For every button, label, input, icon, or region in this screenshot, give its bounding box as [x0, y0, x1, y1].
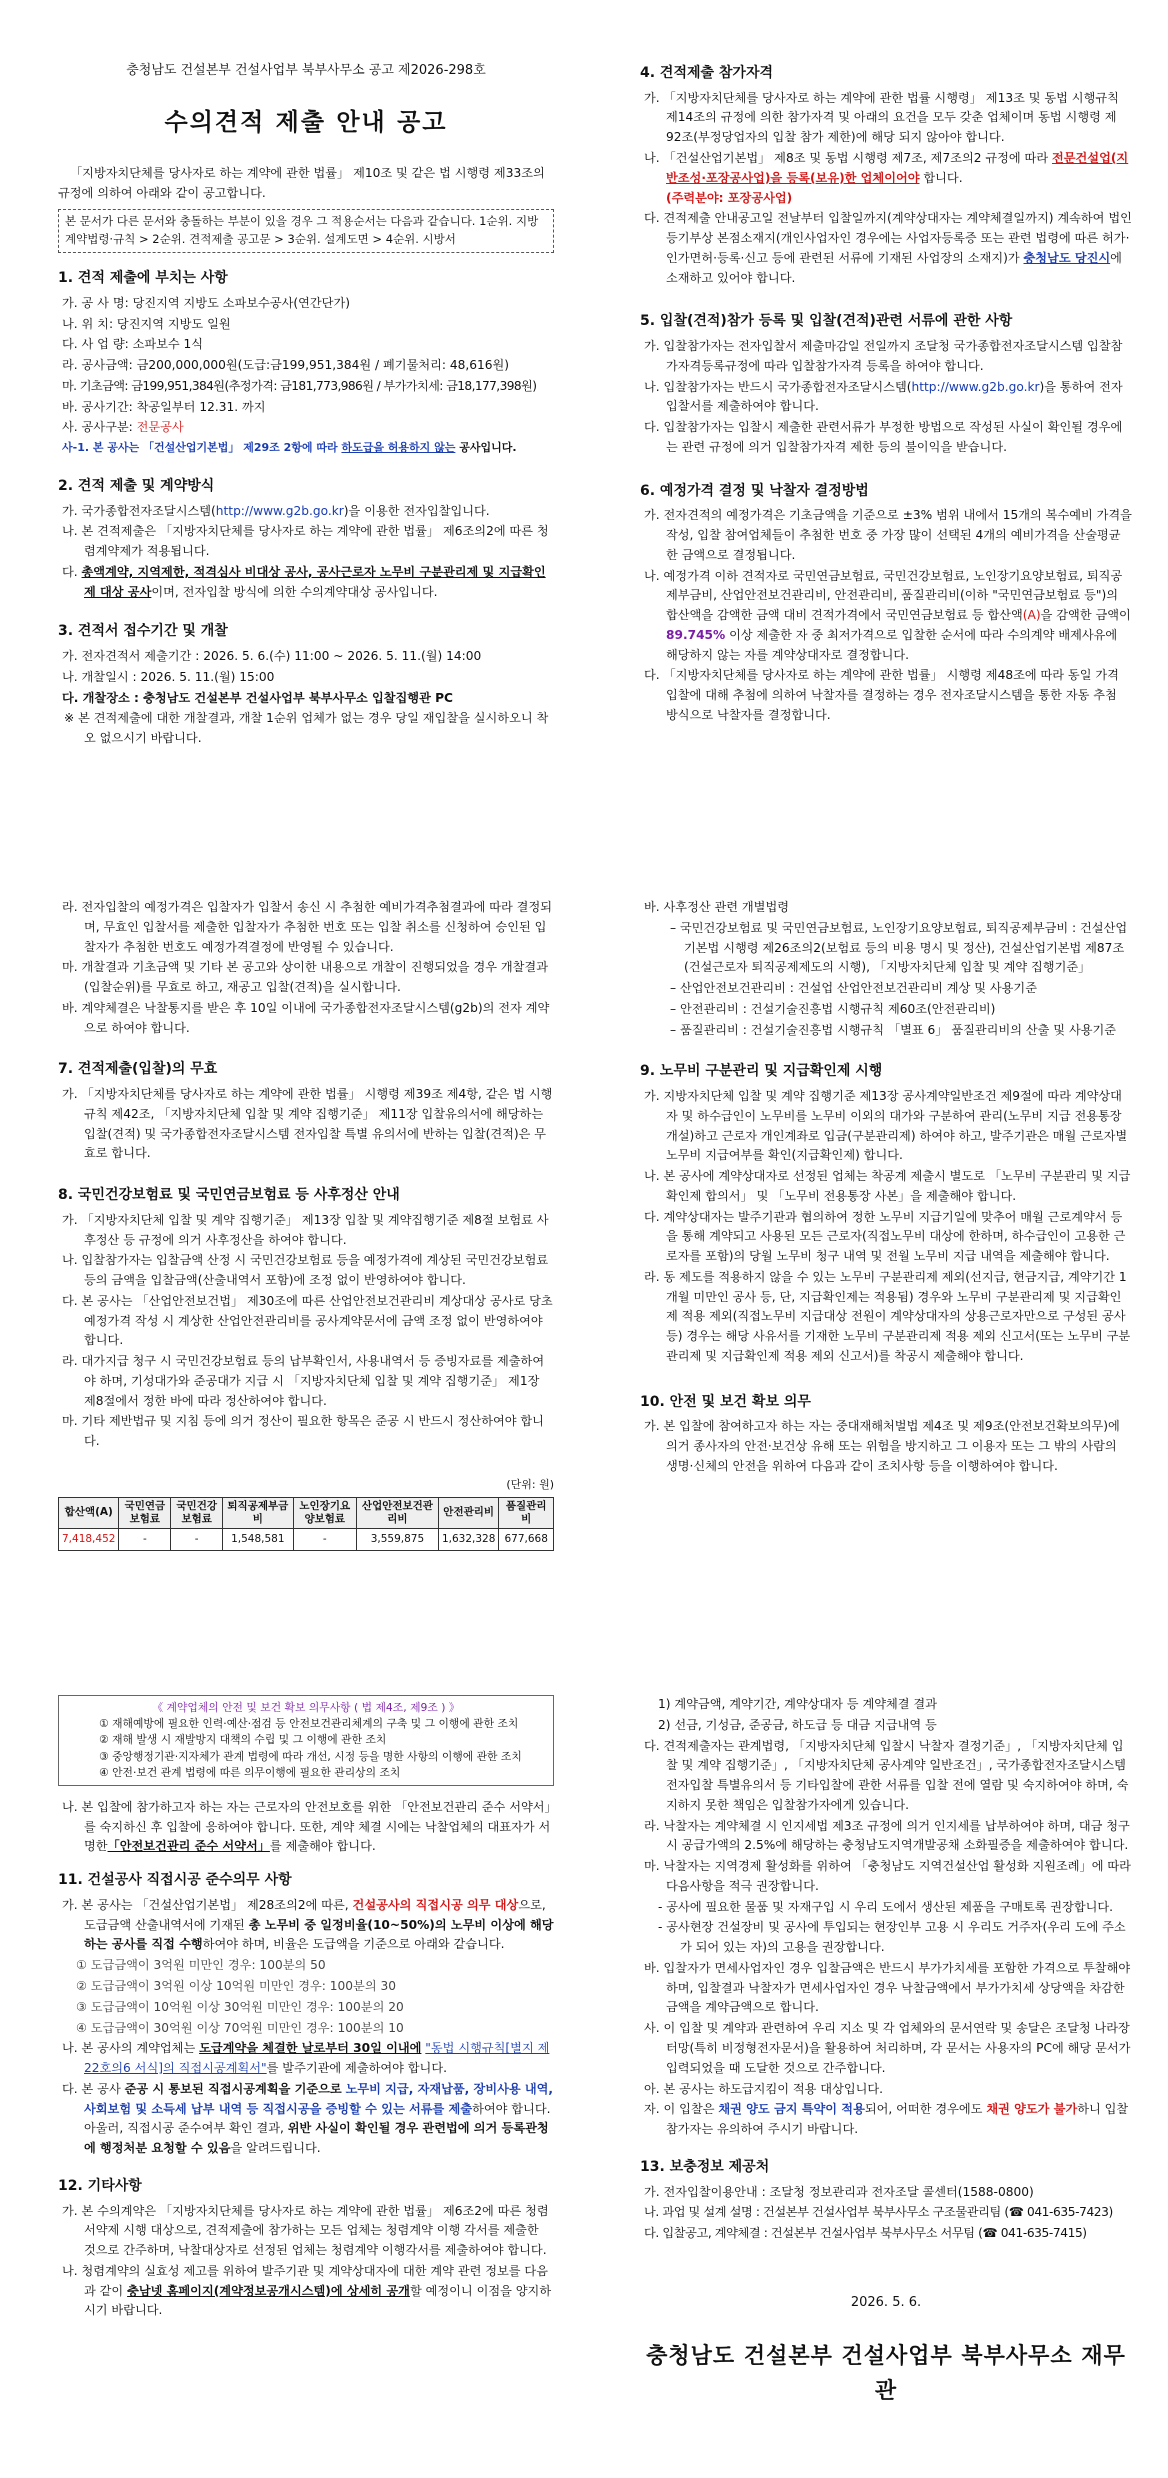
s1-note-pre: 사-1. 본 공사는 「건설산업기본법」 제29조 2항에 따라 [62, 441, 338, 455]
s12-item-d: 라. 낙찰자는 계약체결 시 인지세법 제3조 규정에 의거 인지세를 납부하여야 하며, 대금 청구 시 공급가액의 2.5%에 해당하는 충청남도지역개발공채 소화필증을 제출하여야 합니다. [644, 1818, 1130, 1853]
s1-item: 바. 공사기간: 착공일부터 12.31. 까지 [62, 399, 266, 414]
s12-item-a: 가. 본 수의계약은 「지방자치단체를 당사자로 하는 계약에 관한 법률」 제6조2에 따른 청렴서약제 시행 대상으로, 견적제출에 참가하는 모든 업체는 청렴계약 이행 각서를 제출한 것으로 간주하며, 낙찰대상자로 선정된 업체는 청렴계약 이행각서를 제출하여야 합니다. [62, 2203, 549, 2258]
page-2-left-column [58, 898, 554, 1551]
section-6-heading: 6. 예정가격 결정 및 낙찰자 결정방법 [640, 482, 869, 499]
s3-item [58, 689, 554, 709]
td: 3,559,875 [356, 1529, 438, 1551]
safety-item: ③ 중앙행정기관·지자체가 관계 법령에 따라 개선, 시정 등을 명한 사항의 이행에 관한 조치 [99, 1749, 522, 1763]
safety-duty-box [58, 1695, 554, 1786]
safety-item: ① 재해예방에 필요한 인력·예산·점검 등 안전보건관리체계의 구축 및 그 이행에 관한 조치 [99, 1717, 519, 1731]
td: - [293, 1529, 356, 1551]
th: 국민건강보험료 [171, 1497, 223, 1528]
th: 품질관리비 [499, 1497, 554, 1528]
section-2-heading: 2. 견적 제출 및 계약방식 [58, 477, 215, 494]
cost-table-header [59, 1497, 554, 1528]
section-11-heading: 11. 건설공사 직접시공 준수의무 사항 [58, 1872, 292, 1889]
priority-box: 본 문서가 다른 문서와 충돌하는 부분이 있을 경우 그 적용순서는 다음과 같습니다. 1순위. 지방계약법령·규칙 > 2순위. 견적제출 공고문 > 3순위. 설계도면 > 4순위. 시방서 [58, 209, 554, 253]
td: 677,668 [499, 1529, 554, 1551]
td: 1,632,328 [438, 1529, 498, 1551]
s11-c3: 노무비 지급, 자재납품, 장비사용 내역, 사회보험 및 소득세 납부 내역 등 직접시공을 증빙할 수 있는 서류를 제출 [84, 2081, 554, 2116]
sB-item-text: – 국민건강보험료 및 국민연금보험료, 노인장기요양보험료, 퇴직공제부금비 : 건설산업기본법 시행령 제26조의2(보험료 등의 비용 명시 및 정산), 건설산업기본법 제87조(건설근로자 퇴직공제제도의 시행), 「지방자치단체 입찰 및 계약 집행기준」 [670, 920, 1128, 975]
s6-b-a: (A) [1022, 608, 1041, 623]
s5-b-pre: 나. 입찰참가자는 반드시 국가종합전자조달시스템( [644, 379, 912, 394]
s3-note: ※ 본 견적제출에 대한 개찰결과, 개찰 1순위 업체가 없는 경우 당일 재입찰을 실시하오니 착오 없으시기 바랍니다. [64, 711, 549, 746]
s6-item-b [640, 567, 1132, 666]
section-10-heading: 10. 안전 및 보건 확보 의무 [640, 1393, 811, 1410]
s6-item-c: 다. 「지방자치단체를 당사자로 하는 계약에 관한 법률」 시행령 제48조에 따라 동일 가격 입찰에 대해 추첨에 의하여 낙찰자를 결정하는 경우 전자조달시스템을 통한 자동 추첨 방식으로 낙찰자를 결정합니다. [644, 668, 1119, 722]
s11-item-c [58, 2080, 554, 2159]
s10b-underline: 「안전보건관리 준수 서약서」 [107, 1839, 270, 1854]
table-unit: (단위: 원) [506, 1477, 554, 1491]
s4-item-c [640, 209, 1132, 288]
s3-place: 다. 개찰장소 : 충청남도 건설본부 건설사업부 북부사무소 입찰집행관 PC [62, 690, 453, 705]
s10-item-a: 가. 본 입찰에 참여하고자 하는 자는 중대재해처벌법 제4조 및 제9조(안전보건확보의무)에 의거 종사자의 안전·보건상 유해 또는 위험을 방지하고 그 이용자 또는 그 밖의 사람의 생명·신체의 안전을 위하여 다음과 같이 조치사항 등을 이행하여야 합니다. [644, 1419, 1120, 1473]
s2-a-pre: 가. 국가종합전자조달시스템( [62, 503, 216, 518]
section-7-heading: 7. 견적제출(입찰)의 무효 [58, 1061, 218, 1078]
s12-item-g: 사. 이 입찰 및 계약과 관련하여 우리 지소 및 각 업체와의 문서연락 및 송달은 조달청 나라장터망(특히 비정형전자문서)을 활용하여 처리하며, 각 문서는 사용자의 PC에 해당 문서가 입력되었을 때 도달한 것으로 간주합니다. [644, 2021, 1131, 2075]
s10-item-b [58, 1798, 554, 1857]
s11-tier: ② 도급금액이 3억원 이상 10억원 미만인 경우: 100분의 30 [76, 1978, 396, 1993]
s6-b-pre: 나. 예정가격 이하 견적자로 국민연금보험료, 국민건강보험료, 노인장기요양보험료, 퇴직공제부금비, 산업안전보건관리비, 안전관리비, 품질관리비(이하 "국민연금보험료 등")의 합산액을 감액한 금액 대비 견적가격에서 국민연금보험료 등 합산액 [644, 568, 1123, 623]
td: - [119, 1529, 171, 1551]
s12-list-item: 2) 선금, 기성금, 준공금, 하도급 등 대금 지급내역 등 [658, 1717, 937, 1732]
td-sum: 7,418,452 [59, 1529, 119, 1551]
s1-item: 다. 사 업 량: 소파보수 1식 [62, 337, 204, 352]
section-4-heading: 4. 견적제출 참가자격 [640, 65, 773, 81]
s12-item-b [58, 2262, 554, 2321]
section-1-heading: 1. 견적 제출에 부치는 사항 [58, 270, 228, 287]
th-sum [59, 1497, 119, 1528]
s11-item-b [58, 2039, 554, 2079]
s8-item: 가. 「지방자치단체 입찰 및 계약 집행기준」 제13장 입찰 및 계약집행기준 제8절 보험료 사후정산 등 규정에 의거 사후정산을 하여야 합니다. [62, 1212, 549, 1247]
s2-c-underline: 총액계약, 지역제한, 적격심사 비대상 공사, 공사근로자 노무비 구분관리제 및 지급확인제 대상 공사 [81, 564, 546, 599]
s6-b-mid: 을 감액한 금액이 [1040, 608, 1131, 623]
s1-type-value: 전문공사 [136, 420, 184, 435]
s11-c5: 위반 사실이 확인될 경우 관련법에 의거 등록관청에 행정처분 요청할 수 있음 [84, 2121, 549, 2156]
safety-item: ④ 안전·보건 관계 법령에 따른 의무이행에 필요한 관리상의 조치 [99, 1765, 401, 1779]
s11-b2: 도급계약을 체결한 날로부터 30일 이내에 [199, 2041, 422, 2056]
s12-i-post: 하니 입찰 참가자는 유의하여 주시기 바랍니다. [666, 2102, 1129, 2137]
s11-c4: 하여야 합니다. 아울러, 직접시공 준수여부 확인 결과, [84, 2101, 551, 2136]
s11-a2: 건설공사의 직접시공 의무 대상 [352, 1897, 519, 1912]
s6-item-d: 라. 전자입찰의 예정가격은 입찰자가 입찰서 송신 시 추첨한 예비가격추첨결과에 따라 결정되며, 무효인 입찰서를 제출한 입찰자가 추첨한 번호 또는 입찰 취소를 신청하여 승인된 입찰자가 추첨한 번호도 예정가격결정에 반영될 수 있습니다. [62, 900, 552, 954]
s12-i-red: 채권 양도가 불가 [986, 2102, 1078, 2117]
s12-b-underline: 충남넷 홈페이지(계약정보공개시스템)에 상세히 공개 [127, 2283, 410, 2298]
section-9-heading: 9. 노무비 구분관리 및 지급확인제 시행 [640, 1063, 883, 1080]
s11-item-a [58, 1896, 554, 1955]
s8-item: 마. 기타 제반법규 및 지침 등에 의거 정산이 필요한 항목은 준공 시 반드시 정산하여야 합니다. [62, 1414, 544, 1449]
s11-a1: 가. 본 공사는 「건설산업기본법」 제28조의2에 따른, [62, 1897, 349, 1912]
s4-b-red: 전문건설업(지반조성·포장공사업)을 등록(보유)한 업체이어야 [666, 150, 1129, 185]
s11-tier: ④ 도급금액이 30억원 이상 70억원 미만인 경우: 100분의 10 [76, 2020, 404, 2035]
s12-item-i [640, 2100, 1132, 2140]
s8-item: 나. 입찰참가자는 입찰금액 산정 시 국민건강보험료 등을 예정가격에 계상된 국민건강보험료 등의 금액을 입찰금액(산출내역서 포함)에 조정 없이 반영하여야 합니다. [62, 1253, 549, 1288]
s6-item-a: 가. 전자견적의 예정가격은 기초금액을 기준으로 ±3% 범위 내에서 15개의 복수예비 가격을 작성, 입찰 참여업체들이 추첨한 번호 중 가장 많이 선택된 4개의 예비가격을 산술평균한 금액으로 결정됩니다. [644, 508, 1132, 562]
s4-item-a: 가. 「지방자치단체를 당사자로 하는 계약에 관한 법률 시행령」 제13조 및 동법 시행규칙 제14조의 규정에 의한 참가자격 및 아래의 요건을 모두 갖춘 업체이며 동법 시행령 제92조(부정당업자의 입찰 참가 제한)에 해당 되지 않아야 합니다. [644, 90, 1119, 145]
th: 안전관리비 [438, 1497, 498, 1528]
s12-b-post: 할 예정이니 이점을 양지하시기 바랍니다. [84, 2283, 552, 2318]
document-title: 수의견적 제출 안내 공고 [164, 107, 448, 137]
safety-item: ② 재해 발생 시 재발방지 대책의 수립 및 그 이행에 관한 조치 [99, 1733, 387, 1747]
th: 퇴직공제부금비 [223, 1497, 293, 1528]
s10b-pre: 나. 본 입찰에 참가하고자 하는 자는 근로자의 안전보호를 위한 「안전보건관리 준수 서약서」를 숙지하신 후 입찰에 응하여야 합니다. 또한, 계약 체결 시에는 낙찰업체의 대표자가 서명한 [62, 1799, 551, 1854]
page-1-left-column [58, 60, 554, 749]
s11-b4: 를 발주기관에 제출하여야 합니다. [266, 2061, 447, 2076]
s12-list-item: 1) 계약금액, 계약기간, 계약상대자 등 계약체결 결과 [658, 1697, 937, 1711]
s4-c-post: 에 소재하고 있어야 합니다. [666, 250, 1122, 285]
s12-i-mid: 되어, 어떠한 경우에도 [864, 2102, 983, 2117]
s5-item-b [640, 378, 1132, 418]
issue-date: 2026. 5. 6. [850, 2294, 922, 2310]
s12-item-f: 바. 입찰자가 면세사업자인 경우 입찰금액은 반드시 부가가치세를 포함한 가격으로 투찰해야 하며, 입찰결과 낙찰자가 면세사업자인 경우 낙찰금액에서 부가가치세 상당액을 차감한 금액을 계약금액으로 합니다. [644, 1960, 1131, 2015]
s12-b-pre: 나. 청렴계약의 실효성 제고를 위하여 발주기관 및 계약상대자에 대한 계약 관련 정보를 다음과 같이 [62, 2263, 548, 2298]
section-5-heading: 5. 입찰(견적)참가 등록 및 입찰(견적)관련 서류에 관한 사항 [640, 313, 1013, 330]
s11-c2: 준공 시 통보된 직접시공계획을 기준으로 [124, 2081, 342, 2096]
s9-item: 가. 지방자치단체 입찰 및 계약 집행기준 제13장 공사계약일반조건 제9절에 따라 계약상대자 및 하수급인이 노무비를 노무비 이외의 대가와 구분하여 관리(노무비 지급 전용통장 개설)하고 근로자 개인계좌로 입금(구분관리제) 하여야 하고, 발주기관은 매월 근로자별 노무비 지급여부를 확인(지급확인제) 합니다. [644, 1089, 1128, 1163]
s13-item: 나. 과업 및 설계 설명 : 건설본부 건설사업부 북부사무소 구조물관리팀 (☎ 041-635-7423) [644, 2205, 1113, 2220]
s11-c1: 다. 본 공사 [62, 2081, 121, 2096]
s10b-post: 를 제출해야 합니다. [269, 1839, 376, 1854]
s12-item-c: 다. 견적제출자는 관계법령, 「지방자치단체 입찰시 낙찰자 결정기준」, 「지방자치단체 입찰 및 계약 집행기준」, 「지방자치단체 공사계약 일반조건」, 국가종합전자조달시스템 전자입찰 특별유의서 등 기타입찰에 관한 서류를 입찰 전에 열람 및 숙지하여야 하며, 숙지하지 못한 책임은 입찰참가자에게 있습니다. [644, 1738, 1129, 1812]
s3-item: 가. 전자견적서 제출기간 : 2026. 5. 6.(수) 11:00 ~ 2026. 5. 11.(월) 14:00 [62, 649, 482, 664]
s11-c6: 을 알려드립니다. [230, 2141, 321, 2156]
page-2 [0, 890, 1168, 1650]
s1-type-label: 사. 공사구분: [62, 420, 133, 435]
s1-note-link: 하도급을 허용하지 않는 [341, 441, 456, 455]
sB-item: – 산업안전보건관리비 : 건설업 산업안전보건관리비 계상 및 사용기준 [670, 981, 1037, 996]
s5-item-c: 다. 입찰참가자는 입찰시 제출한 관련서류가 부정한 방법으로 작성된 사실이 확인될 경우에는 관련 규정에 의거 입찰참가자격 제한 등의 불이익을 받습니다. [644, 420, 1123, 454]
s2-a-post: )을 이용한 전자입찰입니다. [343, 503, 490, 518]
s12-e-list-item: - 공사현장 건설장비 및 공사에 투입되는 현장인부 고용 시 우리도 거주자(우리 도에 주소가 되어 있는 자)의 고용을 권장합니다. [658, 1920, 1126, 1955]
page-1-right-column [640, 62, 1132, 727]
s4-b-pre: 나. 「건설산업기본법」 제8조 및 동법 시행령 제7조, 제7조의2 규정에 따라 [644, 150, 1049, 165]
s1-subcontract-note [58, 439, 554, 457]
s8-item: 라. 대가지급 청구 시 국민건강보험료 등의 납부확인서, 사용내역서 등 증빙자료를 제출하여야 하며, 기성대가와 준공대가 지급 시 「지방자치단체 입찰 및 계약 집행기준」 제1장 제8절에서 정한 바에 따라 정산하여야 합니다. [62, 1354, 545, 1408]
s12-i-blue: 채권 양도 금지 특약이 적용 [718, 2102, 865, 2117]
s6-b-pct: 89.745% [666, 627, 726, 642]
s2-item-c [58, 563, 554, 603]
safety-box-heading: 《 계약업체의 안전 및 보건 확보 의무사항 ( 법 제4조, 제9조 ) 》 [152, 1701, 460, 1714]
s6-b-post: 이상 제출한 자 중 최저가격으로 입찰한 순서에 따라 수의계약 배제사유에 해당하지 않는 자를 계약상대자로 결정합니다. [666, 627, 1118, 662]
th: 노인장기요양보험료 [293, 1497, 356, 1528]
s11-a4: 총 노무비 중 일정비율(10~50%)의 노무비 이상에 해당하는 공사를 직접 수행 [84, 1917, 554, 1952]
s11-tier: ① 도급금액이 3억원 미만인 경우: 100분의 50 [76, 1958, 326, 1973]
s1-note-post: 공사입니다. [459, 441, 517, 455]
s13-item: 가. 전자입찰이용안내 : 조달청 정보관리과 전자조달 콜센터(1588-0800) [644, 2184, 1034, 2199]
cost-table [58, 1497, 554, 1551]
s2-c-pre: 다. [62, 564, 78, 579]
s13-item: 다. 입찰공고, 계약체결 : 건설본부 건설사업부 북부사무소 서무팀 (☎ 041-635-7415) [644, 2226, 1087, 2241]
section-13-heading: 13. 보충정보 제공처 [640, 2158, 770, 2175]
g2b-link[interactable]: http://www.g2b.go.kr [215, 503, 344, 518]
s7-item-a: 가. 「지방자치단체를 당사자로 하는 계약에 관한 법률」 시행령 제39조 제4항, 같은 법 시행규칙 제42조, 「지방자치단체 입찰 및 계약 집행기준」 제11장 입찰유의서에 해당하는 입찰(견적) 및 국가종합전자조달시스템 전자입찰 특별 유의서에 반하는 입찰(견적)은 무효로 합니다. [62, 1087, 553, 1161]
s6-item-e: 마. 개찰결과 기초금액 및 기타 본 공고와 상이한 내용으로 개찰이 진행되었을 경우 개찰결과(입찰순위)를 무효로 하고, 재공고 입찰(견적)을 실시합니다. [62, 960, 548, 995]
intro-paragraph: 「지방자치단체를 당사자로 하는 계약에 관한 법률」 제10조 및 같은 법 시행령 제33조의 규정에 의하여 아래와 같이 공고합니다. [58, 165, 545, 200]
section-12-heading: 12. 기타사항 [58, 2177, 142, 2194]
s1-item: 마. 기초금액: 금199,951,384원(추정가격: 금181,773,986원 / 부가가치세: 금18,177,398원) [62, 378, 537, 393]
section-3-heading: 3. 견적서 접수기간 및 개찰 [58, 623, 228, 640]
s6-item-f: 바. 계약체결은 낙찰통지를 받은 후 10일 이내에 국가종합전자조달시스템(g2b)의 전자 계약으로 하여야 합니다. [62, 1000, 550, 1035]
section-8-heading: 8. 국민건강보험료 및 국민연금보험료 등 사후정산 안내 [58, 1187, 400, 1204]
s2-item-b: 나. 본 견적제출은 「지방자치단체를 당사자로 하는 계약에 관한 법률」 제6조의2에 따른 청렴계약제가 적용됩니다. [62, 524, 549, 559]
s11-a5: 하여야 하며, 비율은 도급액을 기준으로 아래와 같습니다. [202, 1937, 505, 1952]
s4-c-region: 충청남도 당진시 [1023, 250, 1111, 265]
s11-a3: 으로, 도급금액 산출내역서에 기재된 [84, 1897, 546, 1932]
s1-item: 나. 위 치: 당진지역 지방도 일원 [62, 316, 231, 331]
s11-tier: ③ 도급금액이 10억원 이상 30억원 미만인 경우: 100분의 20 [76, 1999, 404, 2014]
s5-item-a: 가. 입찰참가자는 전자입찰서 제출마감일 전일까지 조달청 국가종합전자조달시스템 입찰참가자격등록규정에 따라 입찰참가자격 등록을 하여야 합니다. [644, 339, 1123, 373]
s4-b-post: 합니다. [923, 170, 963, 185]
s11-b3: "동법 시행규칙[별지 제22호의6 서식]의 직접시공계획서" [84, 2041, 550, 2076]
s2-c-post: 이며, 전자입찰 방식에 의한 수의계약대상 공사입니다. [151, 584, 438, 599]
s1-item: 라. 공사금액: 금200,000,000원(도급:금199,951,384원 / 폐기물처리: 48,616원) [62, 358, 510, 373]
s4-c-pre: 다. 견적제출 안내공고일 전날부터 입찰일까지(계약상대자는 계약체결일까지) 계속하여 법인등기부상 본점소재지(개인사업자인 경우에는 사업자등록증 또는 관련 법령에 따른 허가·인가면허·등록·신고 등에 관련된 서류에 기재된 사업장의 소재지)가 [644, 211, 1132, 265]
s3-item: 나. 개찰일시 : 2026. 5. 11.(월) 15:00 [62, 669, 275, 684]
sB-item [640, 919, 1132, 978]
sB-heading: 바. 사후정산 관련 개별법령 [644, 900, 790, 914]
td: - [171, 1529, 223, 1551]
page-3 [0, 1695, 1168, 2478]
td: 1,548,581 [223, 1529, 293, 1551]
s12-i-pre: 자. 이 입찰은 [644, 2102, 715, 2117]
sB-item: – 안전관리비 : 건설기술진흥법 시행규칙 제60조(안전관리비) [670, 1001, 996, 1016]
th-sum-label: 합산액(A) [64, 1506, 113, 1519]
page-3-left-column [58, 1695, 554, 2322]
s4-item-b [640, 149, 1132, 208]
s12-e-list-item: - 공사에 필요한 물품 및 자재구입 시 우리 도에서 생산된 제품을 구매토록 권장합니다. [658, 1899, 1114, 1914]
s4-b-note: (주력분야: 포장공사업) [666, 190, 793, 205]
cost-table-row [59, 1529, 554, 1551]
th: 국민연금보험료 [119, 1497, 171, 1528]
page-3-right-column [640, 1695, 1132, 2410]
s9-item: 다. 계약상대자는 발주기관과 협의하여 정한 노무비 지급기일에 맞추어 매월 근로계약서 등을 통해 계약되고 사용된 모든 근로자(직접노무비 대상에 한하며, 하수급인이 고용한 근로자를 포함)의 당월 노무비 청구 내역 및 전월 노무비 지급 내역을 제출해야 합니다. [644, 1209, 1126, 1264]
page-2-right-column [640, 898, 1132, 1478]
s12-item-h: 아. 본 공사는 하도급지킴이 적용 대상입니다. [644, 2081, 884, 2096]
g2b-link[interactable]: http://www.g2b.go.kr [911, 379, 1040, 394]
s12-item-e: 마. 낙찰자는 지역경제 활성화를 위하여 「충청남도 지역건설산업 활성화 지원조례」에 따라 다음사항을 적극 권장합니다. [644, 1859, 1131, 1893]
signer: 충청남도 건설본부 건설사업부 북부사무소 재무관 [646, 2342, 1126, 2405]
s9-item: 나. 본 공사에 계약상대자로 선정된 업체는 착공계 제출시 별도로 「노무비 구분관리 및 지급확인제 합의서」 및 「노무비 전용통장 사본」을 제출해야 합니다. [644, 1169, 1131, 1203]
s5-b-post: )을 통하여 전자입찰서를 제출하여야 합니다. [666, 379, 1123, 414]
th: 산업안전보건관리비 [356, 1497, 438, 1528]
s1-type [58, 418, 554, 438]
s8-item: 다. 본 공사는 「산업안전보건법」 제30조에 따른 산업안전보건관리비 계상대상 공사로 당초예정가격 작성 시 계상한 산업안전관리비를 공사계약문서에 금액 조정 없이 반영하여야 합니다. [62, 1293, 553, 1348]
page-1 [0, 0, 1168, 820]
s11-b1: 나. 본 공사의 계약업체는 [62, 2041, 196, 2056]
s2-item-a [58, 502, 554, 522]
sB-item: – 품질관리비 : 건설기술진흥법 시행규칙 「별표 6」 품질관리비의 산출 및 사용기준 [670, 1022, 1117, 1037]
s9-item: 라. 동 제도를 적용하지 않을 수 있는 노무비 구분관리제 제외(선지급, 현금지급, 계약기간 1개월 미만인 공사 등, 단, 지급확인제는 적용됨) 경우와 노무비 구분관리제 및 지급확인제 적용 제외(직접노무비 지급대상 전원이 계약상대자의 상용근로자만으로 구성된 공사 등) 경우는 해당 사유서를 기재한 노무비 구분관리제 적용 제외 신고서(또는 노무비 구분관리제 및 지급확인제 적용 제외 신고서)를 착공시 제출해야 합니다. [644, 1269, 1131, 1363]
notice-number: 충청남도 건설본부 건설사업부 북부사무소 공고 제2026-298호 [126, 63, 486, 78]
s1-item: 가. 공 사 명: 당진지역 지방도 소파보수공사(연간단가) [62, 295, 350, 310]
